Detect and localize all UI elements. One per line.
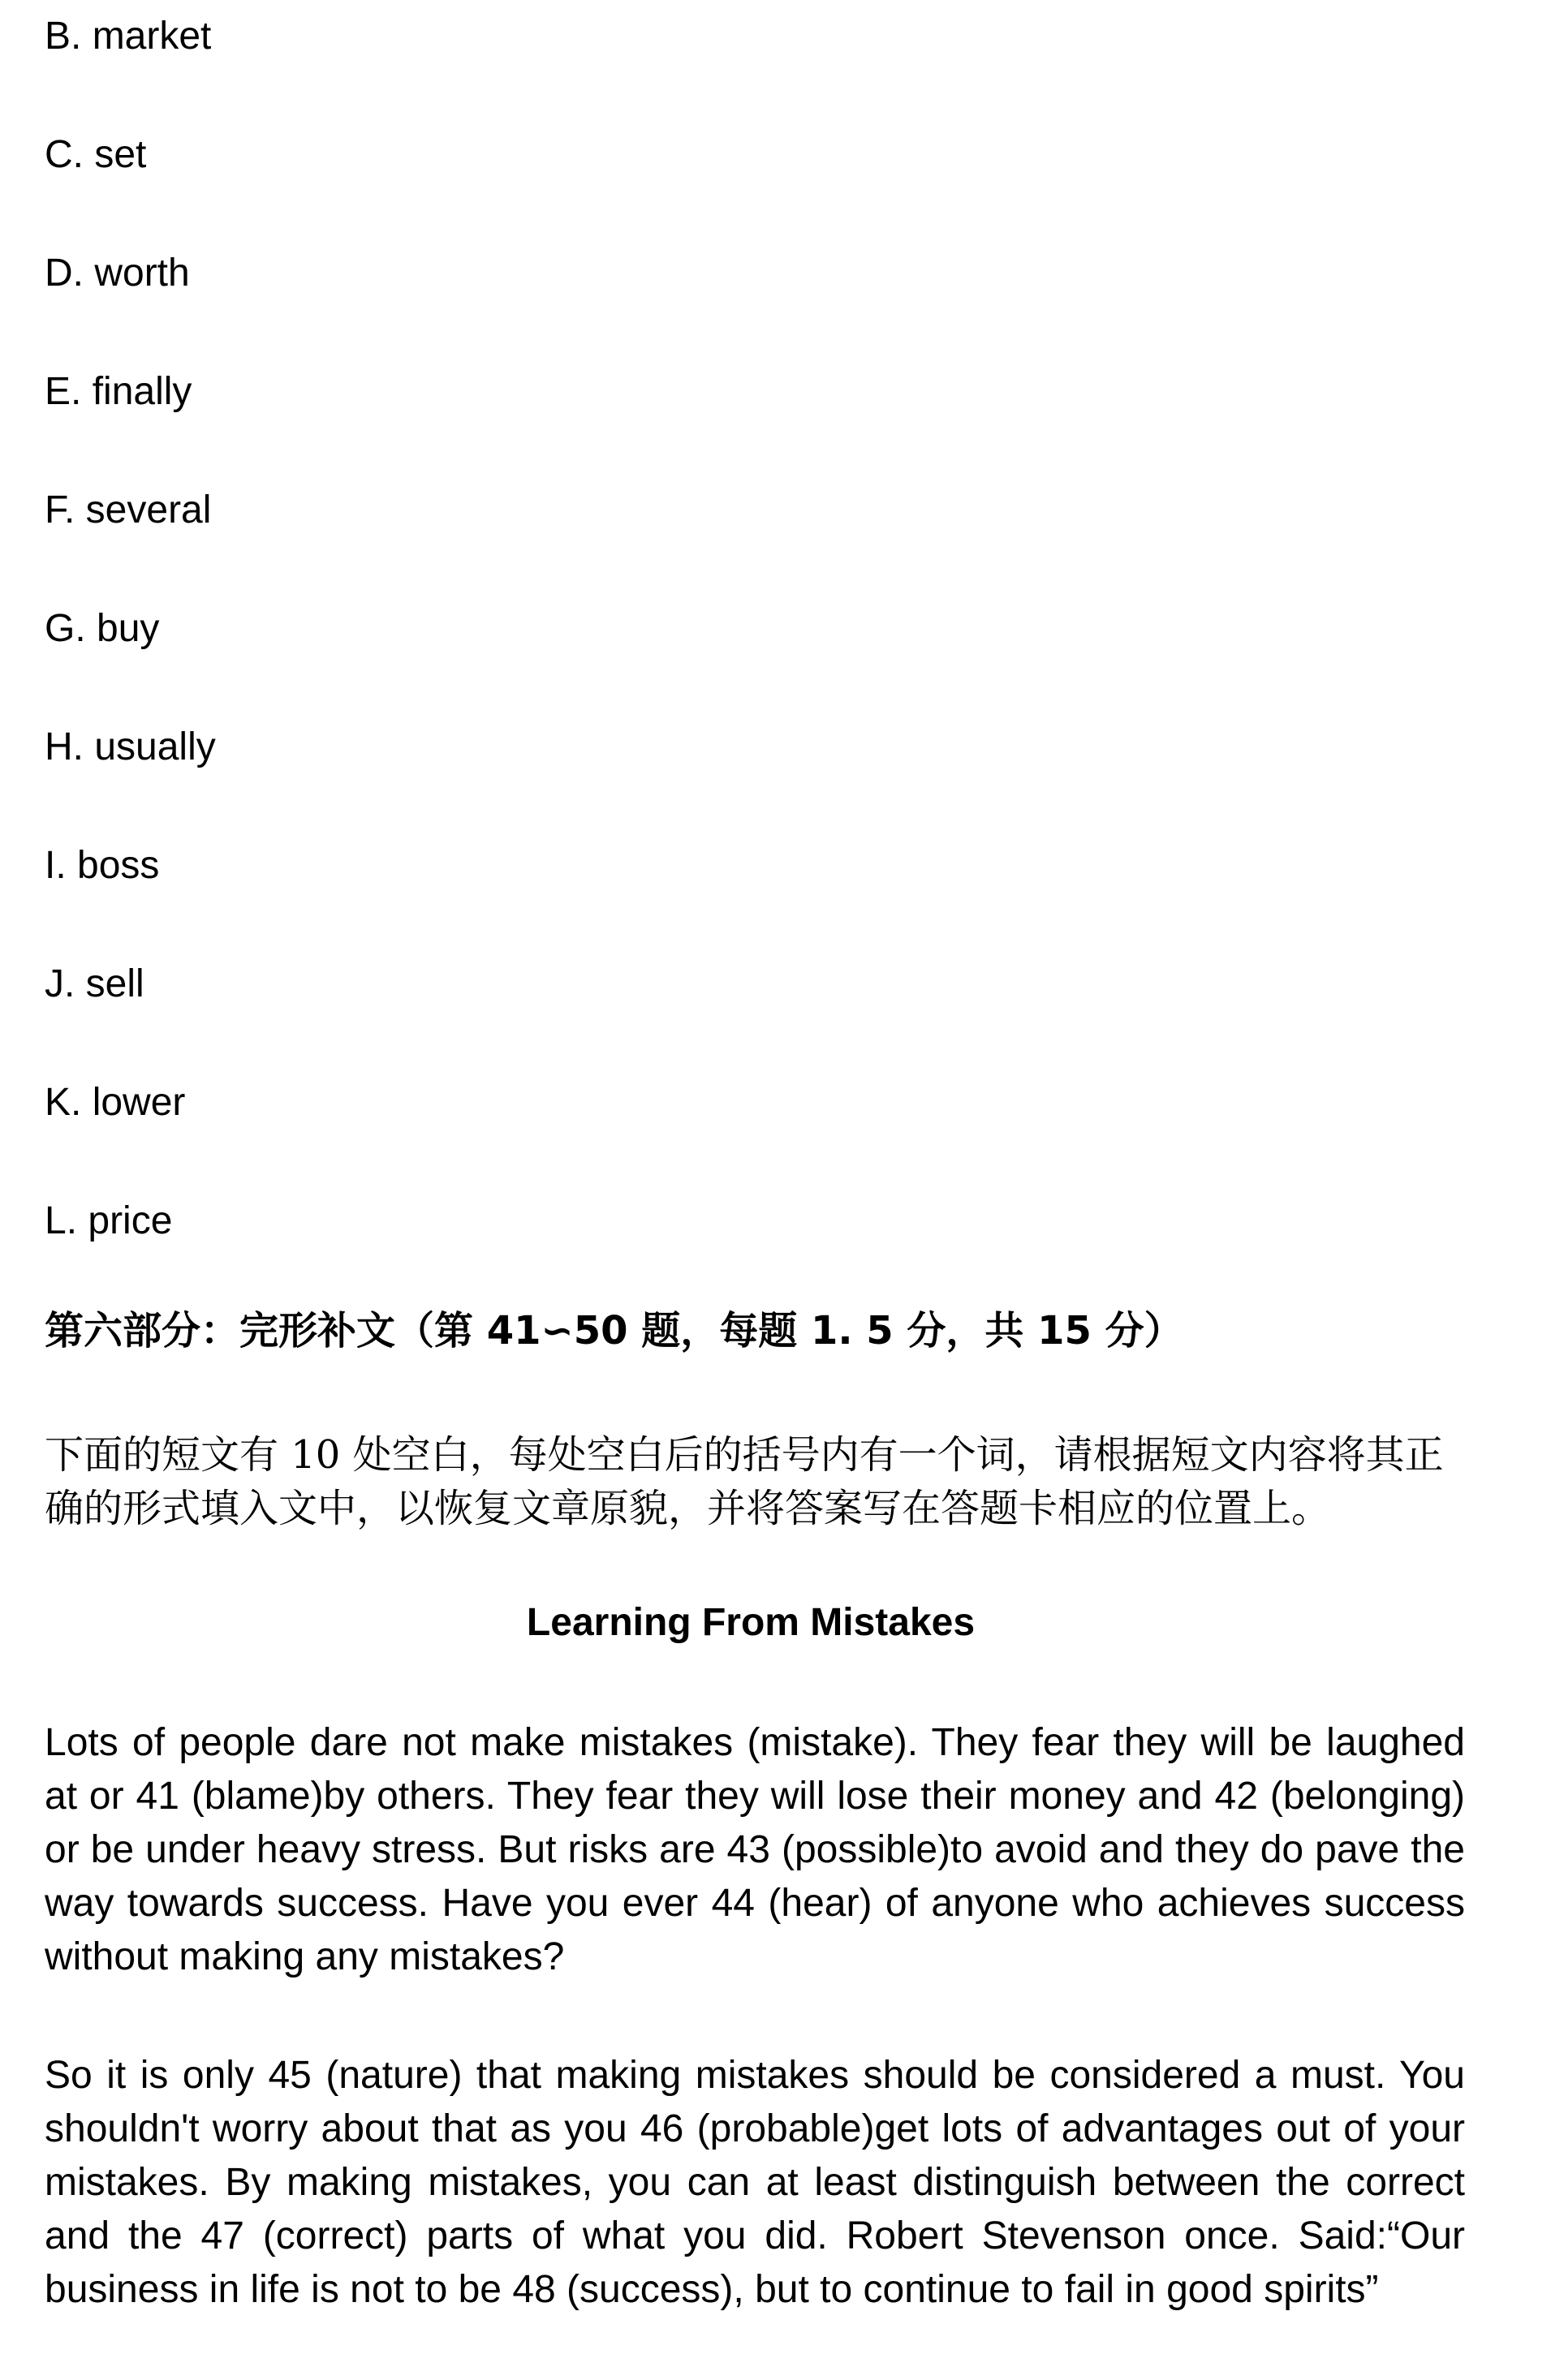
option-h: H. usually bbox=[45, 725, 216, 768]
section-heading: 第六部分：完形补文（第 41∽50 题，每题 1. 5 分，共 15 分） bbox=[45, 1308, 1183, 1354]
option-k: K. lower bbox=[45, 1081, 186, 1124]
option-d: D. worth bbox=[45, 252, 190, 295]
option-b: B. market bbox=[45, 15, 212, 58]
option-g: G. buy bbox=[45, 607, 160, 650]
passage-title: Learning From Mistakes bbox=[526, 1601, 976, 1644]
option-j: J. sell bbox=[45, 962, 144, 1005]
passage-paragraph-2: So it is only 45 (nature) that making mistakes should be considered a must. You shouldn't worry about that as you 46 (probable)get lots of advantages out of your mistakes. By making mistakes, you can at least distinguish between the correct and the 47 (correct) parts of what you did. Robert Stevenson once. Said:“Our business in life is not to be 48 (success), but to continue to fail in good spirits” bbox=[45, 2054, 1465, 2311]
option-l: L. price bbox=[45, 1199, 173, 1242]
option-c: C. set bbox=[45, 133, 147, 176]
option-i: I. boss bbox=[45, 844, 160, 887]
option-f: F. several bbox=[45, 488, 212, 532]
instructions-text: 下面的短文有 10 处空白，每处空白后的括号内有一个词，请根据短文内容将其正确的形式填入文中，以恢复文章原貌，并将答案写在答题卡相应的位置上。 bbox=[45, 1432, 1444, 1531]
passage-paragraph-1: Lots of people dare not make mistakes (mistake). They fear they will be laughed at or 41 (blame)by others. They fear they will lose their money and 42 (belonging) or be under heavy stress. But risks are 43 (possible)to avoid and they do pave the way towards success. Have you ever 44 (hear) of anyone who achieves success without making any mistakes? bbox=[45, 1721, 1465, 1978]
option-e: E. finally bbox=[45, 370, 192, 413]
